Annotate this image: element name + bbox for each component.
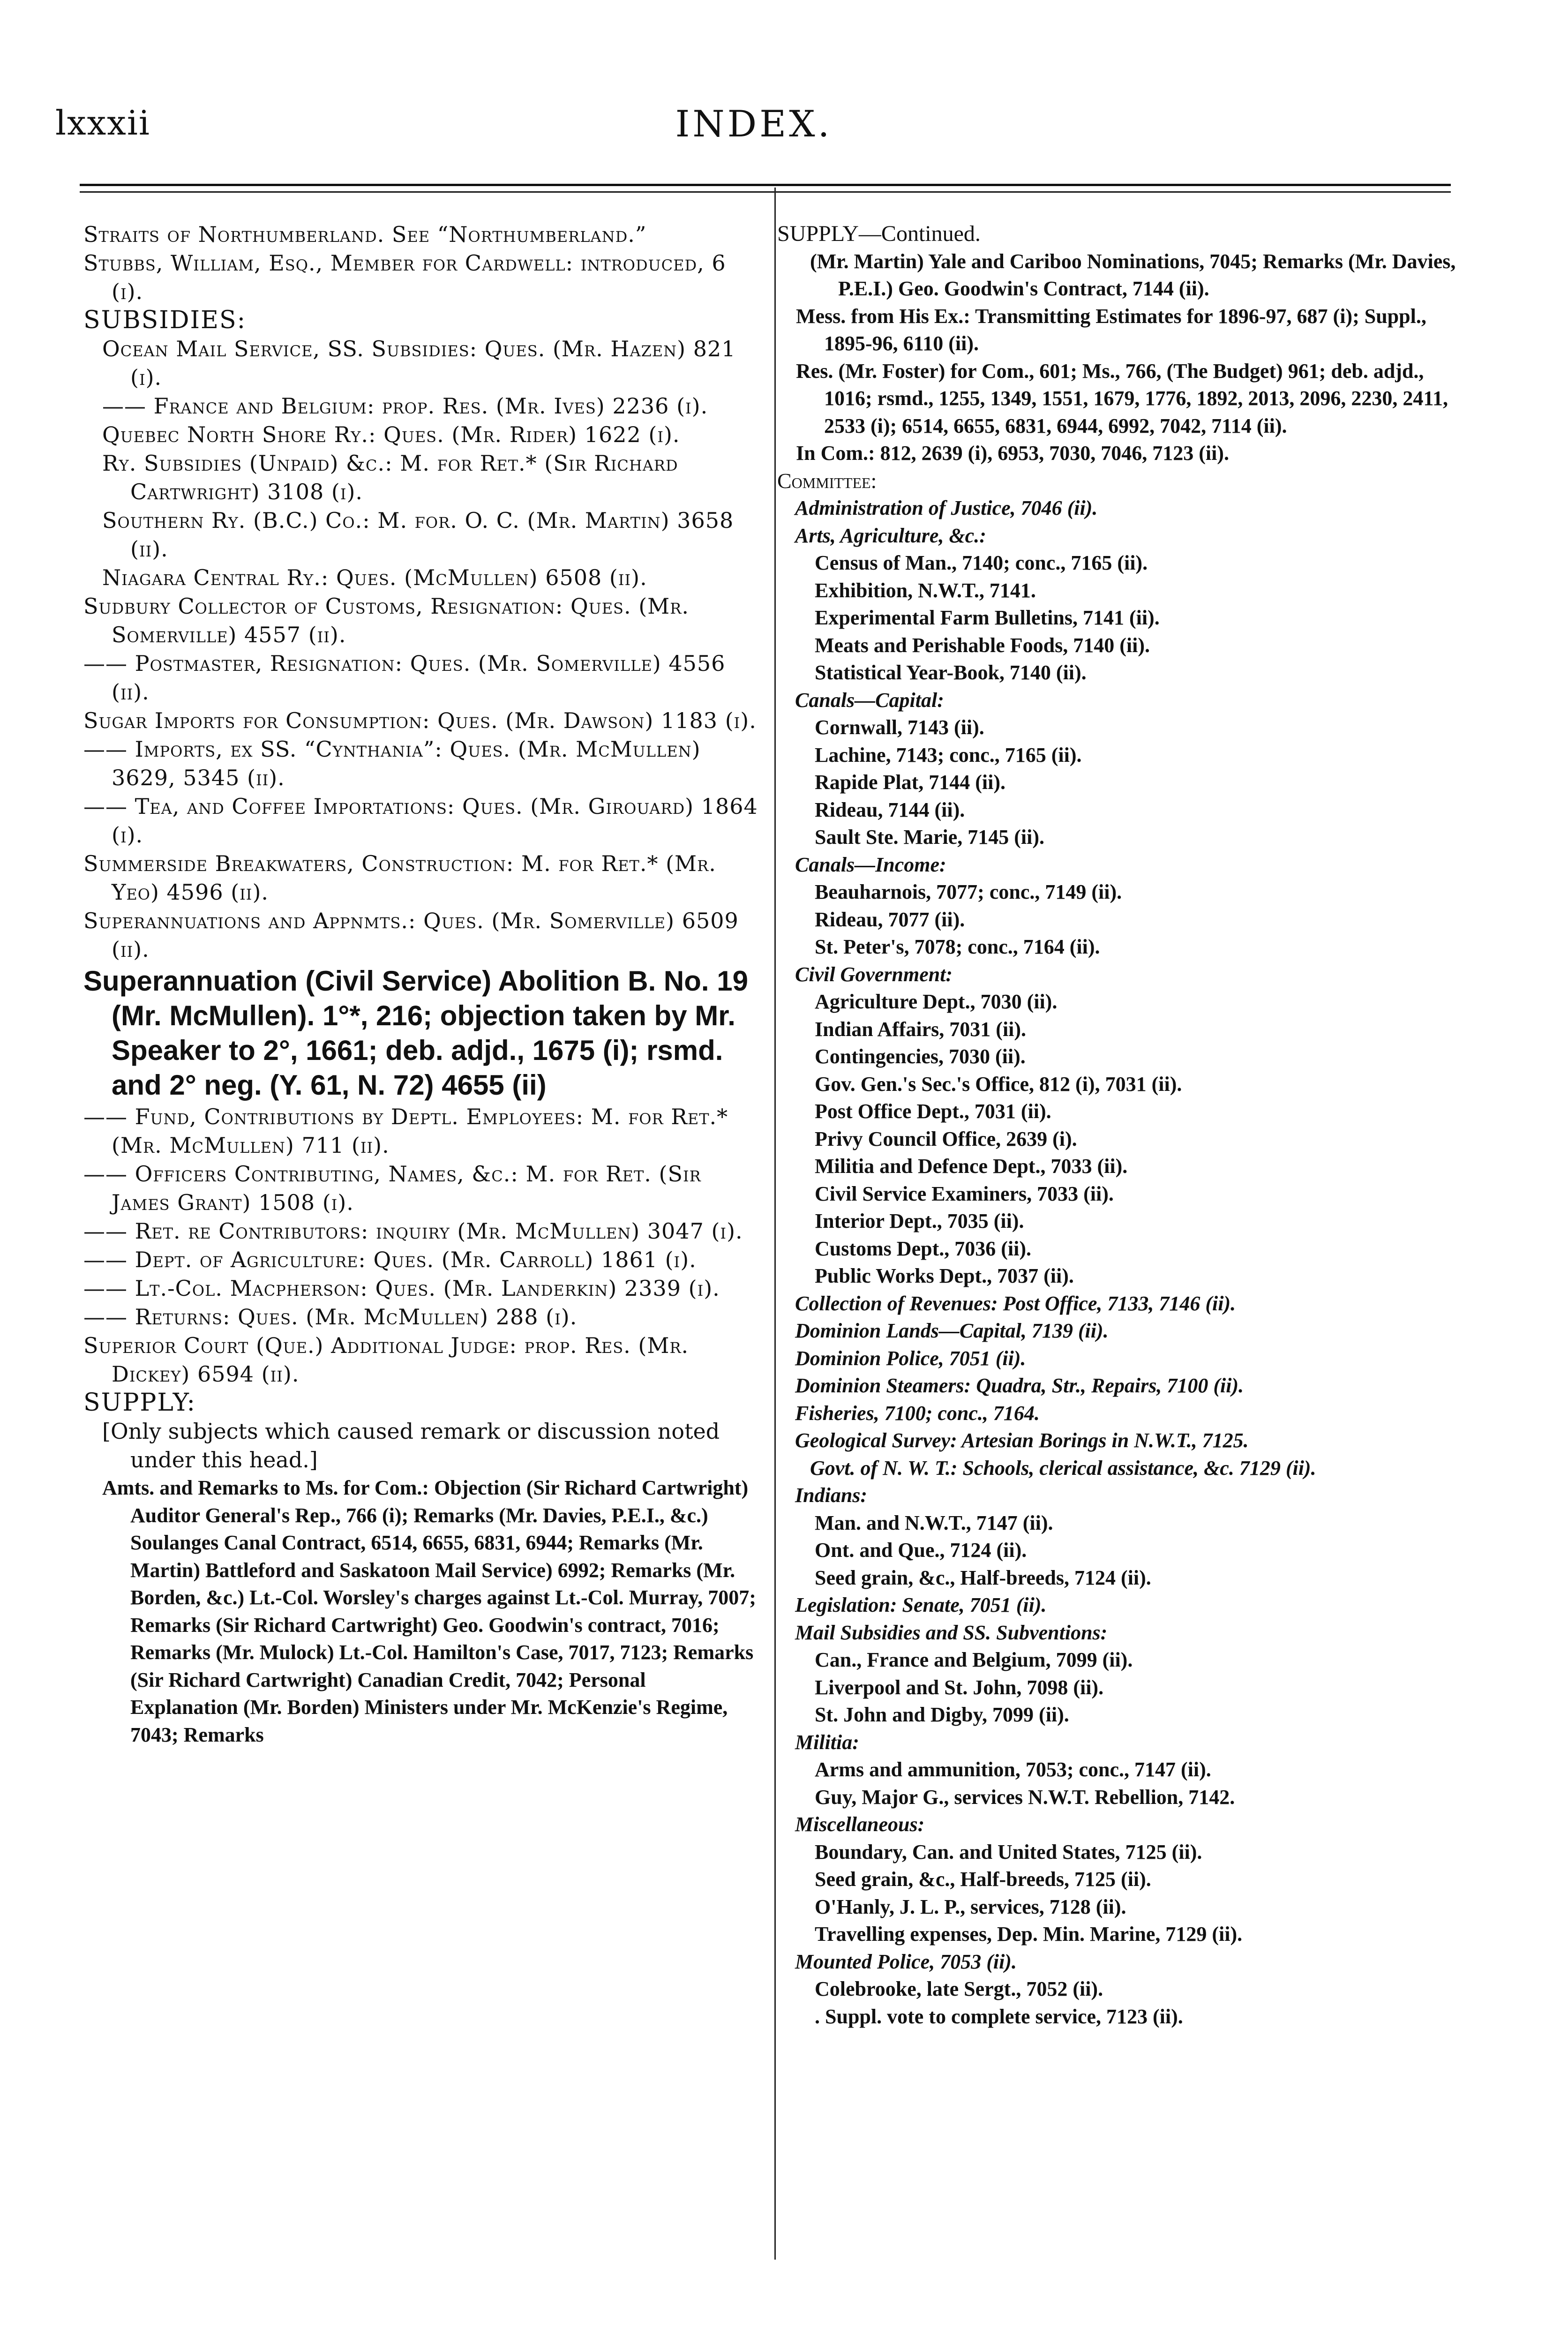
list-item: Customs Dept., 7036 (ii).	[815, 1237, 1031, 1260]
list-item: Agriculture Dept., 7030 (ii).	[815, 990, 1058, 1013]
subheading: Mounted Police, 7053 (ii).	[795, 1950, 1017, 1973]
subheading: Fisheries, 7100; conc., 7164.	[795, 1401, 1040, 1425]
list-item: St. Peter's, 7078; conc., 7164 (ii).	[815, 935, 1100, 958]
subheading: Mail Subsidies and SS. Subventions:	[795, 1621, 1108, 1644]
subheading: Dominion Lands—Capital, 7139 (ii).	[795, 1319, 1109, 1342]
list-item: Interior Dept., 7035 (ii).	[815, 1210, 1024, 1232]
page-title: INDEX.	[675, 103, 833, 145]
list-item: Beauharnois, 7077; conc., 7149 (ii).	[815, 880, 1122, 903]
subheading: Miscellaneous:	[795, 1813, 925, 1836]
index-entry: —— France and Belgium: prop. Res. (Mr. Ives) 2236 (i).	[102, 393, 708, 419]
index-entry: —— Returns: Ques. (Mr. McMullen) 288 (i).	[83, 1304, 578, 1330]
list-item: Guy, Major G., services N.W.T. Rebellion, 7142.	[815, 1785, 1235, 1809]
subheading: Geological Survey: Artesian Borings in N.W.T., 7125.	[795, 1429, 1249, 1452]
list-item: Ont. and Que., 7124 (ii).	[815, 1539, 1027, 1562]
index-entry: In Com.: 812, 2639 (i), 6953, 7030, 7046, 7123 (ii).	[796, 442, 1229, 465]
list-item: Rideau, 7077 (ii).	[815, 908, 965, 931]
index-entry: —— Dept. of Agriculture: Ques. (Mr. Carroll) 1861 (i).	[83, 1247, 697, 1272]
list-item: Sault Ste. Marie, 7145 (ii).	[815, 826, 1045, 849]
subheading: Legislation: Senate, 7051 (ii).	[795, 1593, 1047, 1616]
list-item: Census of Man., 7140; conc., 7165 (ii).	[815, 551, 1148, 574]
list-item: Boundary, Can. and United States, 7125 (ii).	[815, 1840, 1202, 1863]
list-item: Cornwall, 7143 (ii).	[815, 716, 984, 739]
list-item: Lachine, 7143; conc., 7165 (ii).	[815, 743, 1082, 766]
index-entry: Amts. and Remarks to Ms. for Com.: Objection (Sir Richard Cartwright) Auditor General's Rep., 766 (i); Remarks (Mr. Davies, P.E.I., &c.) Soulanges Canal Contract, 6514, 6655, 6831, 6944; Remarks (Mr. Martin) Battleford and Saskatoon Mail Service) 6992; Remarks (Mr. Borden, &c.) Lt.-Col. Worsley's charges against Lt.-Col. Murray, 7007; Remarks (Sir Richard Cartwright) Geo. Goodwin's contract, 7016; Remarks (Mr. Mulock) Lt.-Col. Hamilton's Case, 7017, 7123; Remarks (Sir Richard Cartwright) Canadian Credit, 7042; Personal Explanation (Mr. Borden) Ministers under Mr. McKenzie's Regime, 7043; Remarks	[102, 1476, 756, 1746]
list-item: O'Hanly, J. L. P., services, 7128 (ii).	[815, 1895, 1126, 1918]
right-column	[777, 220, 1462, 2030]
list-item: Indian Affairs, 7031 (ii).	[815, 1017, 1027, 1041]
index-entry: —— Officers Contributing, Names, &c.: M. for Ret. (Sir James Grant) 1508 (i).	[83, 1161, 701, 1215]
index-entry: (Mr. Martin) Yale and Cariboo Nominations, 7045; Remarks (Mr. Davies, P.E.I.) Geo. Goodwin's Contract, 7144 (ii).	[810, 249, 1456, 300]
index-entry: Niagara Central Ry.: Ques. (McMullen) 6508 (ii).	[102, 565, 647, 590]
list-item: Rapide Plat, 7144 (ii).	[815, 771, 1005, 794]
list-item: Seed grain, &c., Half-breeds, 7125 (ii).	[815, 1868, 1151, 1891]
index-entry: Ry. Subsidies (Unpaid) &c.: M. for Ret.* (Sir Richard Cartwright) 3108 (i).	[102, 451, 678, 504]
index-entry: Southern Ry. (B.C.) Co.: M. for. O. C. (Mr. Martin) 3658 (ii).	[102, 508, 734, 562]
list-item: Travelling expenses, Dep. Min. Marine, 7129 (ii).	[815, 1923, 1243, 1946]
list-item: Civil Service Examiners, 7033 (ii).	[815, 1182, 1114, 1205]
list-item: Public Works Dept., 7037 (ii).	[815, 1264, 1074, 1287]
list-item: Arms and ammunition, 7053; conc., 7147 (ii).	[815, 1758, 1211, 1781]
index-entry: Quebec North Shore Ry.: Ques. (Mr. Rider) 1622 (i).	[102, 422, 680, 447]
list-item: Seed grain, &c., Half-breeds, 7124 (ii).	[815, 1566, 1151, 1589]
index-entry: —— Ret. re Contributors: inquiry (Mr. McMullen) 3047 (i).	[83, 1218, 743, 1244]
subheading: Canals—Capital:	[795, 688, 944, 712]
list-item: Can., France and Belgium, 7099 (ii).	[815, 1648, 1133, 1671]
bill-entry: Superannuation (Civil Service) Abolition B. No. 19 (Mr. McMullen). 1°*, 216; objection taken by Mr. Speaker to 2°, 1661; deb. adjd., 1675 (i); rsmd. and 2° neg. (Y. 61, N. 72) 4655 (ii)	[83, 965, 748, 1101]
subheading: Collection of Revenues: Post Office, 7133, 7146 (ii).	[795, 1292, 1236, 1315]
index-entry: Mess. from His Ex.: Transmitting Estimates for 1896-97, 687 (i); Suppl., 1895-96, 6110 (ii).	[796, 304, 1426, 355]
index-entry: Superannuations and Appnmts.: Ques. (Mr. Somerville) 6509 (ii).	[83, 908, 739, 962]
index-entry: Summerside Breakwaters, Construction: M. for Ret.* (Mr. Yeo) 4596 (ii).	[83, 851, 716, 905]
list-item: Experimental Farm Bulletins, 7141 (ii).	[815, 606, 1160, 629]
index-note: [Only subjects which caused remark or discussion noted under this head.]	[102, 1419, 720, 1473]
list-item: . Suppl. vote to complete service, 7123 (ii).	[815, 2005, 1183, 2028]
index-entry: —— Imports, ex SS. “Cynthania”: Ques. (Mr. McMullen) 3629, 5345 (ii).	[83, 736, 701, 790]
section-heading: SUPPLY:	[83, 1389, 196, 1417]
index-entry: Straits of Northumberland. See “Northumberland.”	[83, 222, 647, 247]
page-header	[55, 94, 1452, 150]
page-number: lxxxii	[55, 103, 150, 143]
index-entry: Stubbs, William, Esq., Member for Cardwell: introduced, 6 (i).	[83, 250, 726, 304]
list-item: St. John and Digby, 7099 (ii).	[815, 1703, 1069, 1726]
subheading: Administration of Justice, 7046 (ii).	[795, 496, 1098, 519]
header-rule-thin	[80, 191, 1451, 193]
subheading: Indians:	[795, 1484, 868, 1507]
index-entry: Sugar Imports for Consumption: Ques. (Mr. Dawson) 1183 (i).	[83, 708, 757, 733]
index-entry: Superior Court (Que.) Additional Judge: prop. Res. (Mr. Dickey) 6594 (ii).	[83, 1333, 689, 1387]
section-heading: SUPPLY—Continued.	[777, 221, 981, 246]
index-entry: —— Tea, and Coffee Importations: Ques. (Mr. Girouard) 1864 (i).	[83, 794, 758, 848]
list-item: Contingencies, 7030 (ii).	[815, 1045, 1026, 1068]
index-entry: Sudbury Collector of Customs, Resignation: Ques. (Mr. Somerville) 4557 (ii).	[83, 594, 689, 647]
list-item: Rideau, 7144 (ii).	[815, 798, 965, 821]
index-entry: —— Fund, Contributions by Deptl. Employees: M. for Ret.* (Mr. McMullen) 711 (ii).	[83, 1104, 728, 1158]
subheading: Govt. of N. W. T.: Schools, clerical assistance, &c. 7129 (ii).	[810, 1456, 1316, 1480]
column-divider	[774, 188, 776, 2260]
list-item: Man. and N.W.T., 7147 (ii).	[815, 1511, 1053, 1534]
subheading: Dominion Police, 7051 (ii).	[795, 1346, 1026, 1370]
subheading: Civil Government:	[795, 962, 953, 986]
index-entry: Ocean Mail Service, SS. Subsidies: Ques. (Mr. Hazen) 821 (i).	[102, 336, 736, 390]
list-item: Post Office Dept., 7031 (ii).	[815, 1100, 1051, 1123]
header-rule	[80, 184, 1451, 186]
subheading: Arts, Agriculture, &c.:	[795, 524, 986, 547]
list-item: Colebrooke, late Sergt., 7052 (ii).	[815, 1977, 1103, 2000]
list-item: Militia and Defence Dept., 7033 (ii).	[815, 1155, 1128, 1178]
section-heading: SUBSIDIES:	[83, 306, 247, 334]
index-entry: —— Postmaster, Resignation: Ques. (Mr. Somerville) 4556 (ii).	[83, 651, 726, 705]
subheading: Canals—Income:	[795, 853, 946, 876]
list-item: Liverpool and St. John, 7098 (ii).	[815, 1675, 1104, 1699]
list-item: Exhibition, N.W.T., 7141.	[815, 578, 1036, 602]
index-entry: Res. (Mr. Foster) for Com., 601; Ms., 766, (The Budget) 961; deb. adjd., 1016; rsmd., 1255, 1349, 1551, 1679, 1776, 1892, 2013, 2096, 2230, 2411, 2533 (i); 6514, 6655, 6831, 6944, 6992, 7042, 7114 (ii).	[796, 359, 1448, 437]
left-column	[83, 220, 758, 1749]
list-item: Gov. Gen.'s Sec.'s Office, 812 (i), 7031 (ii).	[815, 1072, 1182, 1096]
subheading: Militia:	[795, 1730, 859, 1754]
subheading: Committee:	[777, 468, 877, 493]
list-item: Meats and Perishable Foods, 7140 (ii).	[815, 633, 1150, 657]
subheading: Dominion Steamers: Quadra, Str., Repairs, 7100 (ii).	[795, 1374, 1244, 1397]
list-item: Statistical Year-Book, 7140 (ii).	[815, 661, 1087, 684]
index-entry: —— Lt.-Col. Macpherson: Ques. (Mr. Landerkin) 2339 (i).	[83, 1276, 720, 1301]
list-item: Privy Council Office, 2639 (i).	[815, 1127, 1077, 1150]
